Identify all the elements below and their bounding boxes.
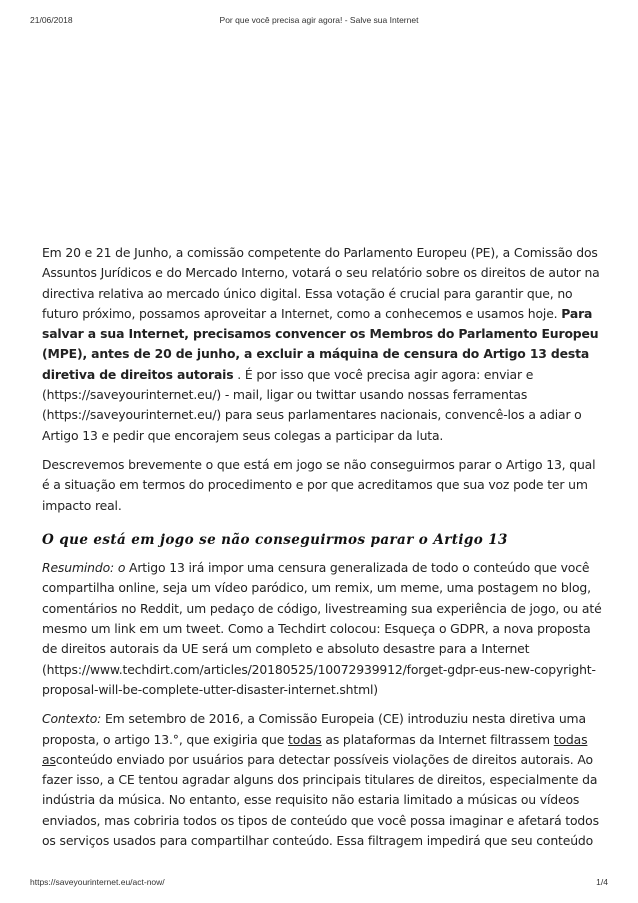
intro-bold-text: Para salvar a sua Internet, precisamos convencer os Membros do Parlamento Europeu (MPE), antes de 20 de junho, a excluir a máquina de censura do Artigo 13 desta diretiva de direitos autorais <box>42 305 599 382</box>
overview-paragraph: Descrevemos brevemente o que está em jogo se não conseguirmos parar o Artigo 13, qual é a situação em termos do procedimento e por que acreditamos que sua voz pode ter um impacto real. <box>42 456 596 513</box>
section-heading: O que está em jogo se não conseguirmos parar o Artigo 13 <box>42 531 508 548</box>
context-text-3: conteúdo enviado por usuários para detectar possíveis violações de direitos autorais. Ao fazer isso, a CE tentou agradar alguns dos principais titulares de direitos, especialmente da indústria da música. No entanto, esse requisito não estaria limitado a músicas ou vídeos enviados, mas cobriria todos os tipos de conteúdo que você possa imaginar e afetará todos os serviços usados para compartilhar conteúdo. Essa filtragem impedirá que seu conteúdo <box>42 751 599 849</box>
article-body <box>42 243 602 860</box>
context-label: Contexto: <box>42 711 102 727</box>
print-date: 21/06/2018 <box>30 15 73 25</box>
print-footer <box>30 877 608 891</box>
summary-paragraph <box>42 558 602 700</box>
context-paragraph <box>42 709 602 851</box>
print-page-title: Por que você precisa agir agora! - Salve sua Internet <box>219 15 419 25</box>
intro-text: Em 20 e 21 de Junho, a comissão competente do Parlamento Europeu (PE), a Comissão dos Assuntos Jurídicos e do Mercado Interno, votará o seu relatório sobre os direitos de autor na directiva relativa ao mercado único digital. Essa votação é crucial para garantir que, no futuro próximo, possamos aproveitar a Internet, como a conhecemos e usamos hoje. <box>42 245 600 321</box>
print-url: https://saveyourinternet.eu/act-now/ <box>30 877 165 887</box>
intro-paragraph <box>42 243 602 446</box>
summary-text: Artigo 13 irá impor uma censura generalizada de todo o conteúdo que você compartilha online, seja um vídeo paródico, um remix, um meme, uma postagem no blog, comentários no Reddit, um pedaço de código, livestreaming sua experiência de jogo, ou até mesmo um link em um tweet. Como a Techdirt colocou: Esqueça o GDPR, a nova proposta de direitos autorais da UE será um completo e absoluto desastre para a Internet (https://www.techdirt.com/articles/20180525/10072939912/forget-gdpr-eus-new-copyright-proposal-will-be-complete-utter-disaster-internet.shtml) <box>42 560 602 697</box>
print-page-number: 1/4 <box>596 877 608 887</box>
context-underline-2: todas as <box>42 731 588 767</box>
intro-call-to-action: . É por isso que você precisa agir agora: enviar e (https://saveyourinternet.eu/) - mail, ligar ou twittar usando nossas ferramentas (https://saveyourinternet.eu/) para seus parlamentares nacionais, convencê-los a adiar o Artigo 13 e pedir que encorajem seus colegas a participar da luta. <box>42 366 582 443</box>
summary-label: Resumindo: o <box>42 560 126 576</box>
print-header <box>30 15 608 29</box>
context-text-1: Em setembro de 2016, a Comissão Europeia (CE) introduziu nesta diretiva uma proposta, o artigo 13.°, que exigiria que <box>42 711 586 747</box>
context-text-2: as plataformas da Internet filtrassem <box>321 731 554 747</box>
context-underline-1: todas <box>287 731 322 747</box>
